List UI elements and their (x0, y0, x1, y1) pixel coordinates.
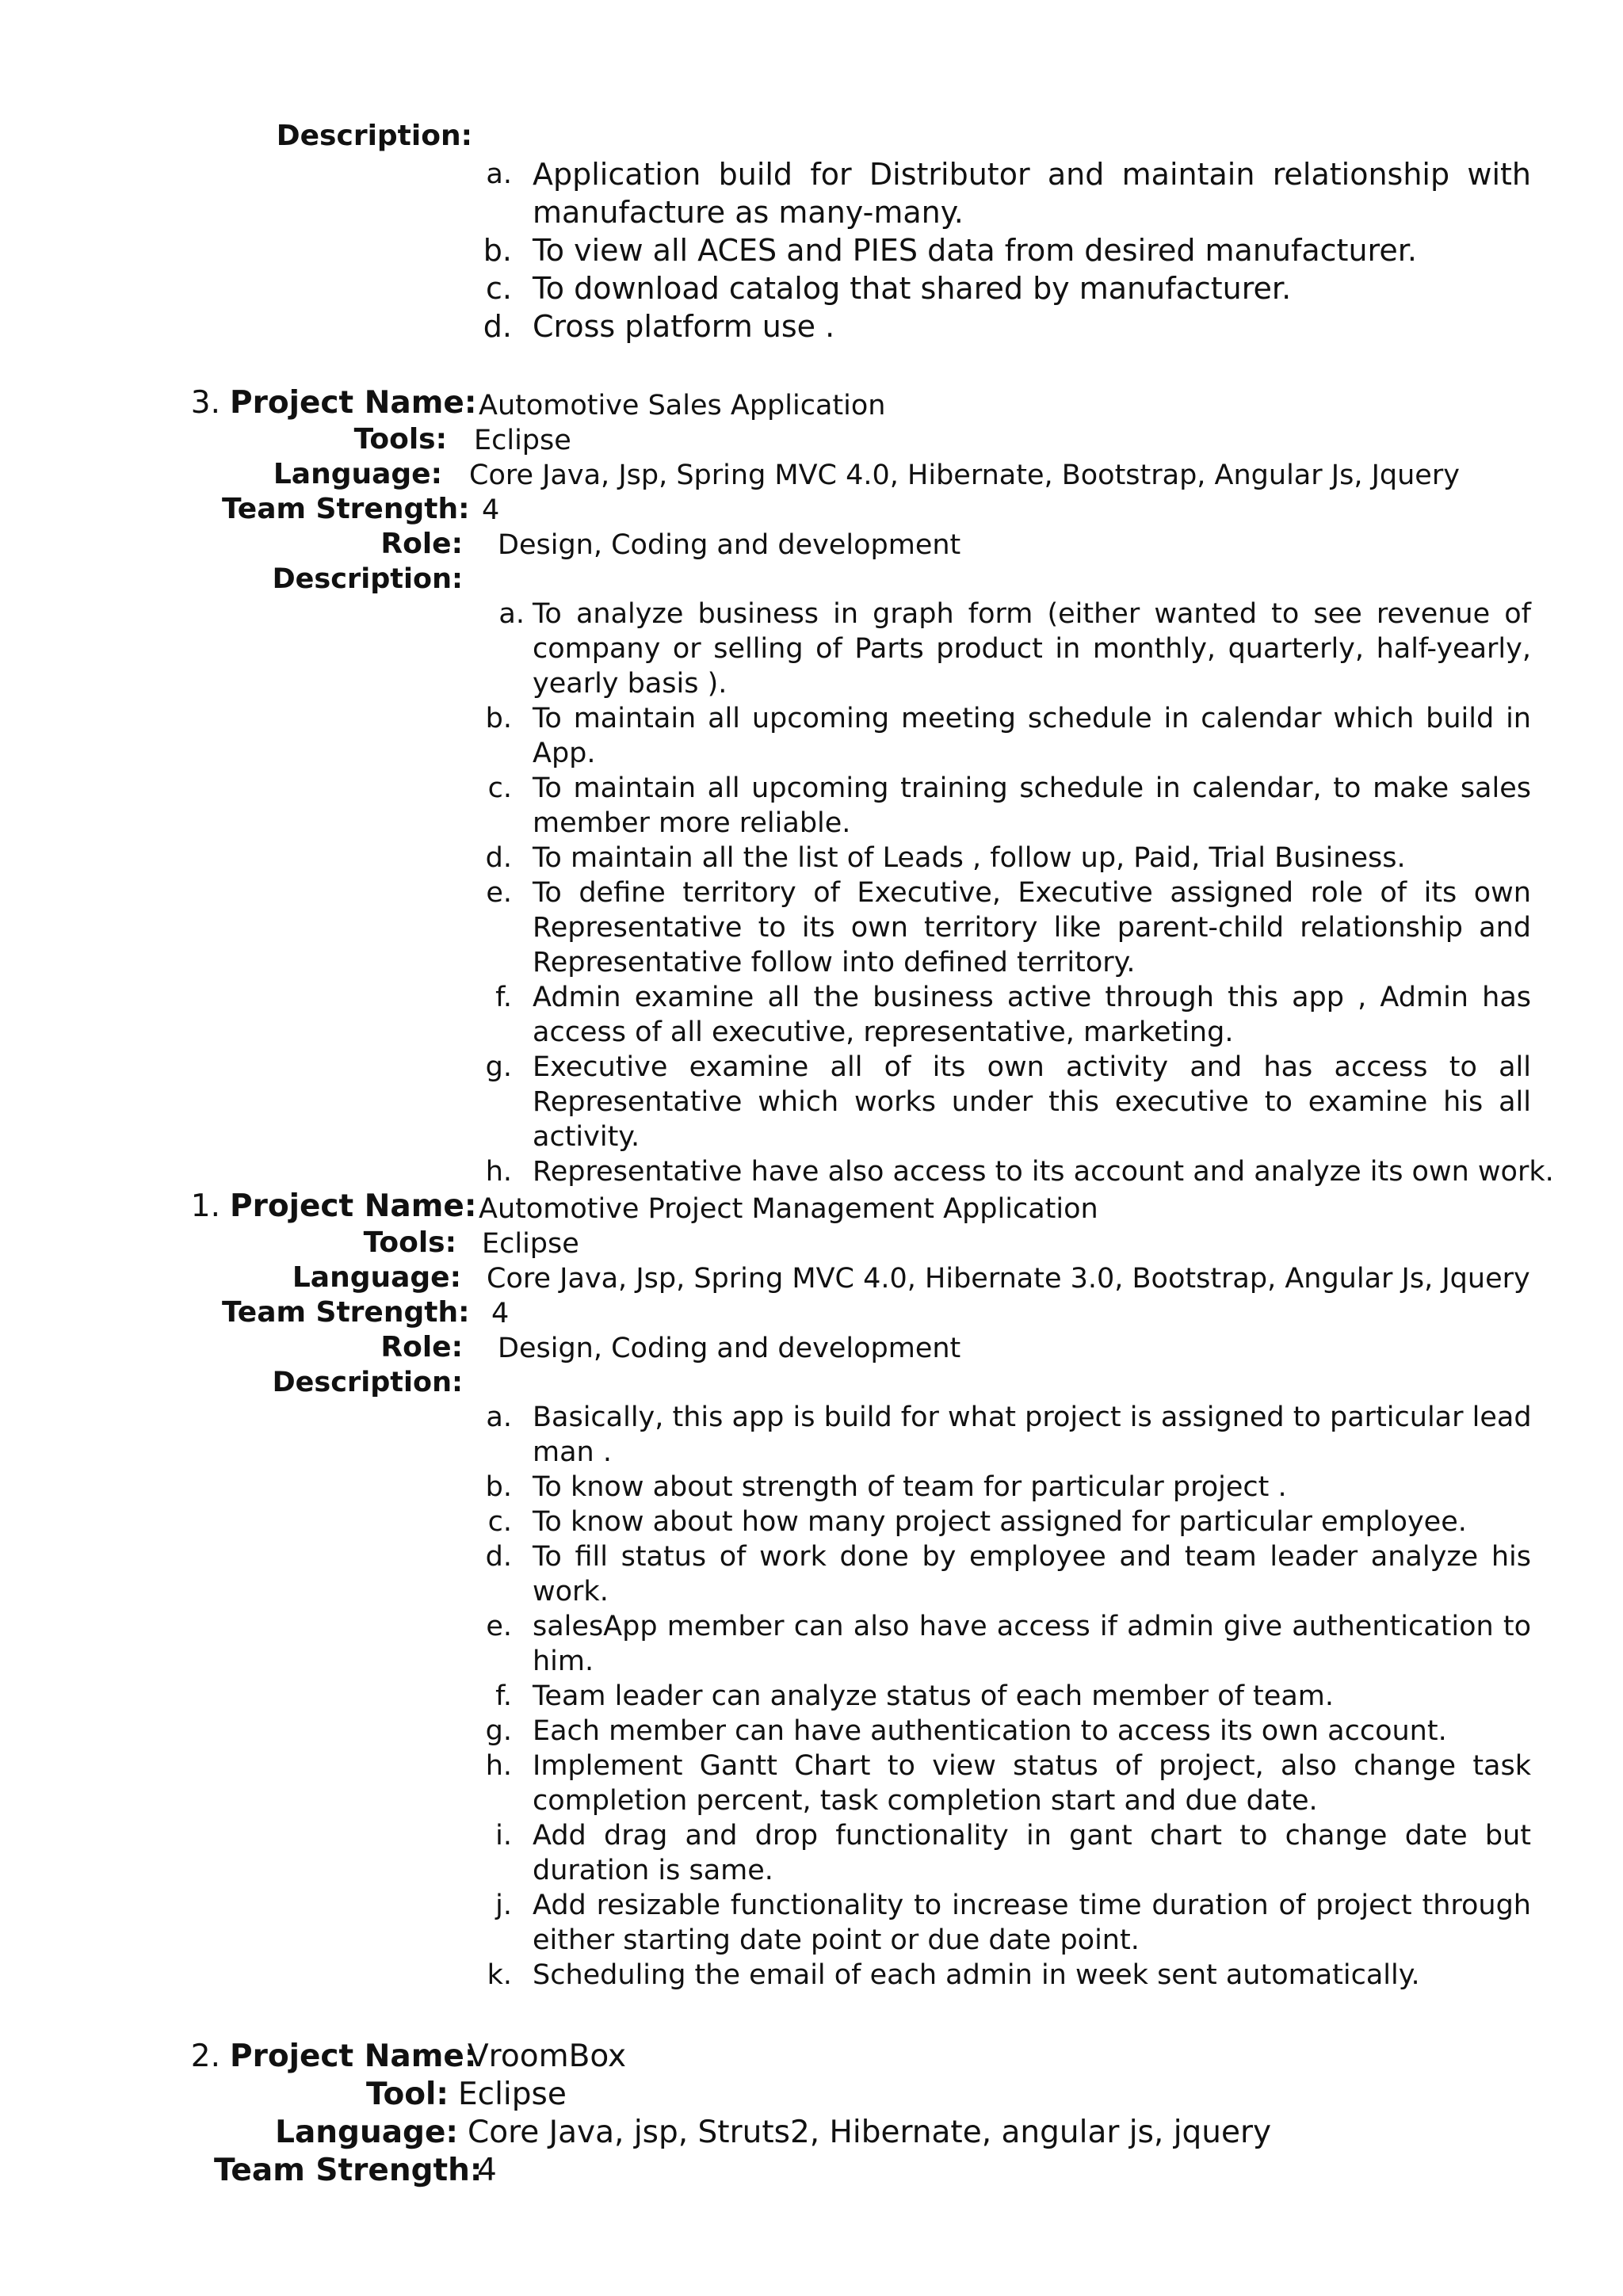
team-strength-label: Team Strength: (222, 493, 470, 525)
list-item-line: Implement Gantt Chart to view status of project, also change task (533, 1750, 1531, 1782)
list-marker: c. (486, 271, 512, 306)
list-item-line: Scheduling the email of each admin in week sent automatically. (533, 1959, 1420, 1991)
list-item-line: Add resizable functionality to increase time duration of project through (533, 1890, 1531, 1921)
list-item-line: him. (533, 1646, 594, 1677)
list-item-line: work. (533, 1576, 609, 1608)
list-marker: d. (485, 1541, 512, 1573)
list-item-line: manufacture as many-many. (533, 195, 964, 230)
team-strength-label: Team Strength: (222, 1296, 470, 1329)
list-marker: i. (495, 1820, 512, 1852)
language-label: Language: (273, 458, 442, 490)
list-item-line: access of all executive, representative, marketing. (533, 1016, 1234, 1048)
project-name-label: Project Name: (230, 2039, 477, 2074)
list-item-line: Admin examine all the business active through this app , Admin has (533, 982, 1531, 1013)
list-item-line: To define territory of Executive, Executive assigned role of its own (533, 877, 1531, 909)
list-marker: f. (495, 1680, 512, 1712)
list-marker: a. (498, 598, 525, 630)
list-item-line: completion percent, task completion start and due date. (533, 1785, 1318, 1817)
list-item-line: Each member can have authentication to access its own account. (533, 1715, 1447, 1747)
description-label: Description: (272, 1367, 463, 1398)
list-item-line: Representative which works under this executive to examine his all (533, 1086, 1531, 1118)
list-item-line: either starting date point or due date point. (533, 1924, 1140, 1956)
language-value: Core Java, jsp, Struts2, Hibernate, angular js, jquery (468, 2115, 1272, 2150)
role-label: Role: (380, 528, 463, 560)
team-strength-value: 4 (491, 1298, 510, 1329)
list-marker: g. (485, 1051, 512, 1083)
list-marker: a. (486, 158, 512, 190)
list-marker: g. (485, 1715, 512, 1747)
list-marker: a. (486, 1402, 512, 1433)
role-label: Role: (380, 1331, 463, 1363)
tools-label: Tools: (363, 1226, 456, 1259)
list-item-line: To maintain all upcoming training schedule in calendar, to make sales (533, 772, 1531, 804)
list-item-line: yearly basis ). (533, 668, 727, 700)
list-item-line: Representative have also access to its account and analyze its own work. (533, 1156, 1554, 1188)
list-marker: b. (483, 233, 512, 268)
list-item-line: App. (533, 738, 596, 769)
role-value: Design, Coding and development (498, 1333, 961, 1364)
list-marker: h. (485, 1750, 512, 1782)
project-name-value: Automotive Sales Application (479, 390, 886, 421)
project-name-label: Project Name: (230, 385, 477, 421)
project-number: 2. (190, 2039, 220, 2074)
project-number: 1. (190, 1188, 220, 1224)
role-value: Design, Coding and development (498, 529, 961, 561)
project-name-label: Project Name: (230, 1188, 477, 1224)
language-value: Core Java, Jsp, Spring MVC 4.0, Hibernate 3.0, Bootstrap, Angular Js, Jquery (487, 1263, 1530, 1295)
list-item-line: To fill status of work done by employee and team leader analyze his (533, 1541, 1531, 1573)
list-marker: k. (487, 1959, 512, 1991)
language-label: Language: (275, 2115, 458, 2150)
list-marker: d. (485, 842, 512, 874)
list-item-line: Cross platform use . (533, 309, 835, 344)
list-marker: c. (487, 1506, 512, 1538)
list-marker: j. (495, 1890, 512, 1921)
team-strength-value: 4 (477, 2153, 497, 2188)
list-marker: b. (485, 703, 512, 734)
tool-label: Tool: (366, 2077, 449, 2112)
list-item-line: Representative follow into defined territory. (533, 947, 1136, 978)
list-marker: c. (487, 772, 512, 804)
list-item-line: activity. (533, 1121, 640, 1153)
tools-value: Eclipse (474, 425, 571, 456)
project-number: 3. (190, 385, 220, 421)
project-name-value: Automotive Project Management Application (479, 1193, 1098, 1225)
list-marker: b. (485, 1471, 512, 1503)
list-item-line: To maintain all the list of Leads , follow up, Paid, Trial Business. (533, 842, 1406, 874)
language-label: Language: (292, 1261, 461, 1294)
team-strength-value: 4 (482, 494, 500, 526)
list-marker: d. (483, 309, 512, 344)
description-label: Description: (276, 120, 472, 152)
tools-value: Eclipse (482, 1228, 579, 1260)
list-item-line: man . (533, 1436, 612, 1468)
tools-label: Tools: (353, 423, 447, 456)
tool-value: Eclipse (458, 2077, 567, 2112)
description-label: Description: (272, 563, 463, 595)
list-item-line: To analyze business in graph form (either wanted to see revenue of (533, 598, 1531, 630)
team-strength-label: Team Strength: (214, 2153, 483, 2188)
list-item-line: Executive examine all of its own activity and has access to all (533, 1051, 1531, 1083)
list-item-line: Representative to its own territory like parent-child relationship and (533, 912, 1531, 944)
list-item-line: To download catalog that shared by manufacturer. (533, 271, 1292, 306)
list-item-line: Team leader can analyze status of each member of team. (533, 1680, 1334, 1712)
list-item-line: duration is same. (533, 1855, 773, 1886)
list-item-line: company or selling of Parts product in monthly, quarterly, half-yearly, (533, 633, 1531, 665)
language-value: Core Java, Jsp, Spring MVC 4.0, Hibernate, Bootstrap, Angular Js, Jquery (469, 460, 1460, 491)
list-item-line: Add drag and drop functionality in gant chart to change date but (533, 1820, 1531, 1852)
list-item-line: salesApp member can also have access if admin give authentication to (533, 1611, 1531, 1642)
list-item-line: member more reliable. (533, 807, 851, 839)
list-item-line: To know about strength of team for particular project . (533, 1471, 1287, 1503)
list-marker: e. (486, 877, 512, 909)
list-item-line: Basically, this app is build for what project is assigned to particular lead (533, 1402, 1532, 1433)
list-item-line: To know about how many project assigned for particular employee. (533, 1506, 1467, 1538)
list-item-line: Application build for Distributor and maintain relationship with (533, 157, 1531, 192)
list-item-line: To view all ACES and PIES data from desired manufacturer. (533, 233, 1417, 268)
list-marker: e. (486, 1611, 512, 1642)
list-marker: f. (495, 982, 512, 1013)
list-item-line: To maintain all upcoming meeting schedule in calendar which build in (533, 703, 1531, 734)
project-name-value: VroomBox (468, 2039, 627, 2074)
list-marker: h. (485, 1156, 512, 1188)
